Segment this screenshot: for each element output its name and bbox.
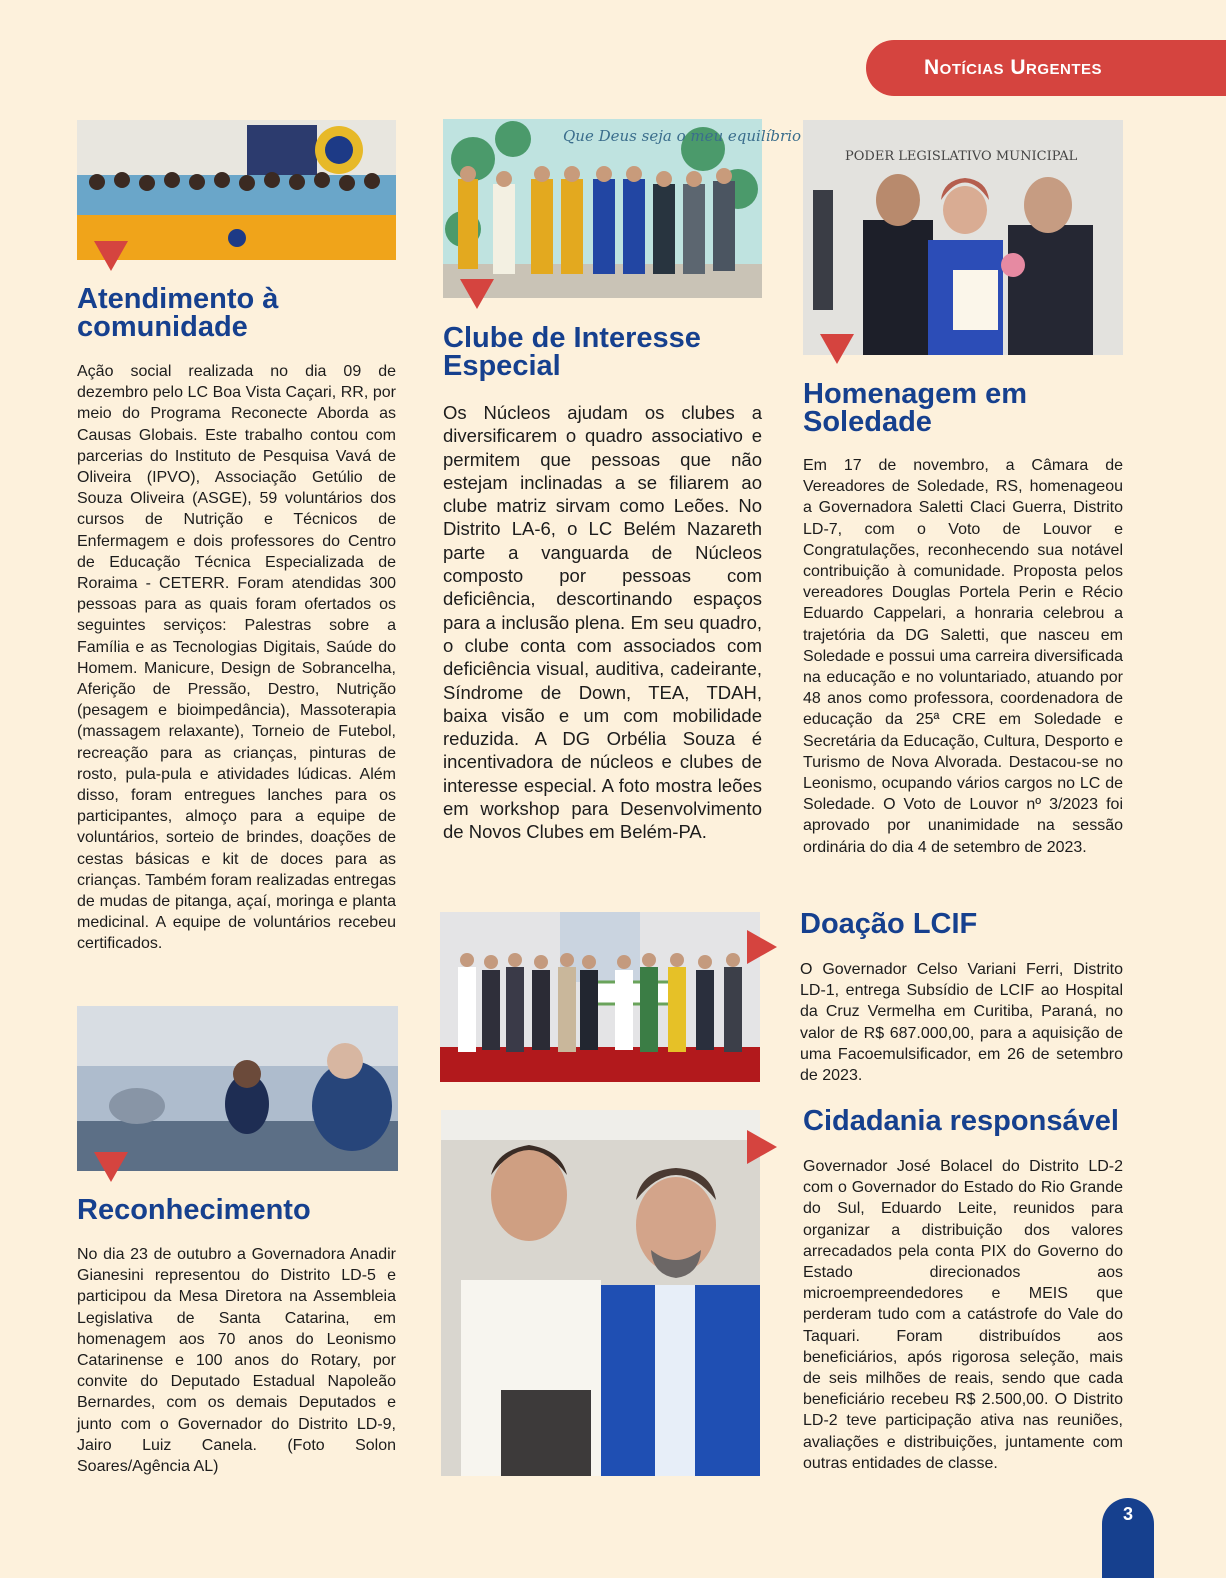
photo-cidadania — [441, 1110, 760, 1476]
red-marker — [94, 1152, 128, 1182]
body-doacao: O Governador Celso Variani Ferri, Distrito LD-1, entrega Subsídio de LCIF ao Hospital da Cruz Vermelha em Curitiba, Paraná, no valor de R$ 687.000,00, para a aquisição de uma Facoemulsificador, em 26 de setembro de 2023. — [800, 961, 1123, 1085]
body-atendimento: Ação social realizada no dia 09 de dezembro pelo LC Boa Vista Caçari, RR, por meio do Programa Reconecte Aborda as Causas Globais. Este trabalho contou com parcerias do Instituto de Pesquisa Vavá de Oliveira (IPVO), Associação Getúlio de Souza Oliveira (ASGE), 59 voluntários dos cursos de Nutrição e Técnicos de Enfermagem e dois professores do Centro de Educação Técnica Especializada de Roraima - CETERR. Foram atendidas 300 pessoas para as quais foram ofertados os seguintes serviços: Palestras sobre a Família e as Tecnologias Digitais, Saúde do Homem. Manicure, Design de Sobrancelha, Aferição de Pressão, Destro, Nutrição (pesagem e bioimpedância), Massoterapia (massagem relaxante), Torneio de Futebol, recreação para as crianças, pinturas de rosto, pula-pula e atividades lúdicas. Além disso, foram entregues lanches para os participantes, almoço para a equipe de voluntários, sorteio de brindes, doações de cestas básicas e kit de doces para as crianças. Também foram realizadas entregas de mudas de pitanga, açaí, moringa e planta medicinal. A equipe de voluntários recebeu certificados. — [77, 363, 396, 953]
section-tab — [866, 40, 1226, 96]
title-reconhecimento: Reconhecimento — [77, 1194, 311, 1226]
photo-atendimento — [77, 120, 396, 260]
title-cidadania: Cidadania responsável — [803, 1105, 1119, 1137]
title-atendimento: Atendimento à comunidade — [77, 283, 279, 343]
body-reconhecimento: No dia 23 de outubro a Governadora Anadir Gianesini representou do Distrito LD-5 e participou da Mesa Diretora na Assembleia Legislativa de Santa Catarina, em homenagem aos 70 anos do Leonismo Catarinense e 100 anos do Rotary, por convite do Deputado Estadual Napoleão Bernardes, com os demais Deputados e junto com o Governador do Distrito LD-9, Jairo Luiz Canela. (Foto Solon Soares/Agência AL) — [77, 1246, 396, 1476]
red-marker — [460, 279, 494, 309]
red-marker — [747, 930, 777, 964]
red-marker — [747, 1130, 777, 1164]
page-number-label: 3 — [1122, 1504, 1133, 1524]
photo-homenagem — [803, 120, 1123, 355]
red-marker — [820, 334, 854, 364]
photo-reconhecimento — [77, 1006, 398, 1171]
legislativo-text: PODER LEGISLATIVO MUNICIPAL — [845, 149, 1078, 164]
photo-doacao — [440, 912, 760, 1082]
photo-clube — [443, 119, 802, 298]
page-number — [1102, 1498, 1154, 1578]
title-homenagem: Homenagem em Soledade — [803, 378, 1028, 438]
title-doacao: Doação LCIF — [800, 908, 978, 940]
body-cidadania: Governador José Bolacel do Distrito LD-2 com o Governador do Estado do Rio Grande do Sul, Eduardo Leite, reunidos para organizar a distribuição dos valores arrecadados pela conta PIX do Governo do Estado direcionados aos microempreendedores e MEIS que perderam tudo com a catástrofe do Vale do Taquari. Foram distribuídos aos beneficiários, após rigorosa seleção, mais de seis milhões de reais, sendo que cada beneficiário recebeu R$ 2.500,00. O Distrito LD-2 teve participação ativa nas reuniões, avaliações e distribuições, juntamente com outras entidades de classe. — [803, 1158, 1123, 1472]
body-clube: Os Núcleos ajudam os clubes a diversificarem o quadro associativo e permitem que pessoas que não estejam inclinadas a se filiarem ao clube matriz sirvam como Leões. No Distrito LA-6, o LC Belém Nazareth parte a vanguarda de Núcleos composto por pessoas com deficiência, descortinando espaços para a inclusão plena. Em seu quadro, o clube conta com associados com deficiência visual, auditiva, cadeirante, Síndrome de Down, TEA, TDAH, baixa visão e um com mobilidade reduzida. A DG Orbélia Souza é incentivadora de núcleos e clubes de interesse especial. A foto mostra leões em workshop para Desenvolvimento de Novos Clubes em Belém-PA. — [443, 402, 762, 843]
section-tab-label: Notícias Urgentes — [924, 56, 1103, 79]
body-homenagem: Em 17 de novembro, a Câmara de Vereadores de Soledade, RS, homenageou a Governadora Saletti Claci Guerra, Distrito LD-7, com o Voto de Louvor e Congratulações, reconhecendo sua notável contribuição à comunidade. Proposta pelos vereadores Douglas Portela Perin e Récio Eduardo Cappelari, a honraria celebrou a trajetória da DG Saletti, que nasceu em Soledade e possui uma carreira diversificada na educação e no voluntariado, atuando por 48 anos como professora, coordenadora de educação da 25ª CRE em Soledade e Secretária da Educação, Cultura, Desporto e Turismo de Nova Alvorada. Destacou-se no Leonismo, ocupando vários cargos no LC de Soledade. O Voto de Louvor nº 3/2023 foi aprovado por unanimidade na sessão ordinária do dia 4 de setembro de 2023. — [803, 457, 1123, 856]
mural-text: Que Deus seja o meu equilíbrio — [563, 127, 802, 145]
red-marker — [94, 241, 128, 271]
title-clube: Clube de Interesse Especial — [443, 322, 701, 382]
